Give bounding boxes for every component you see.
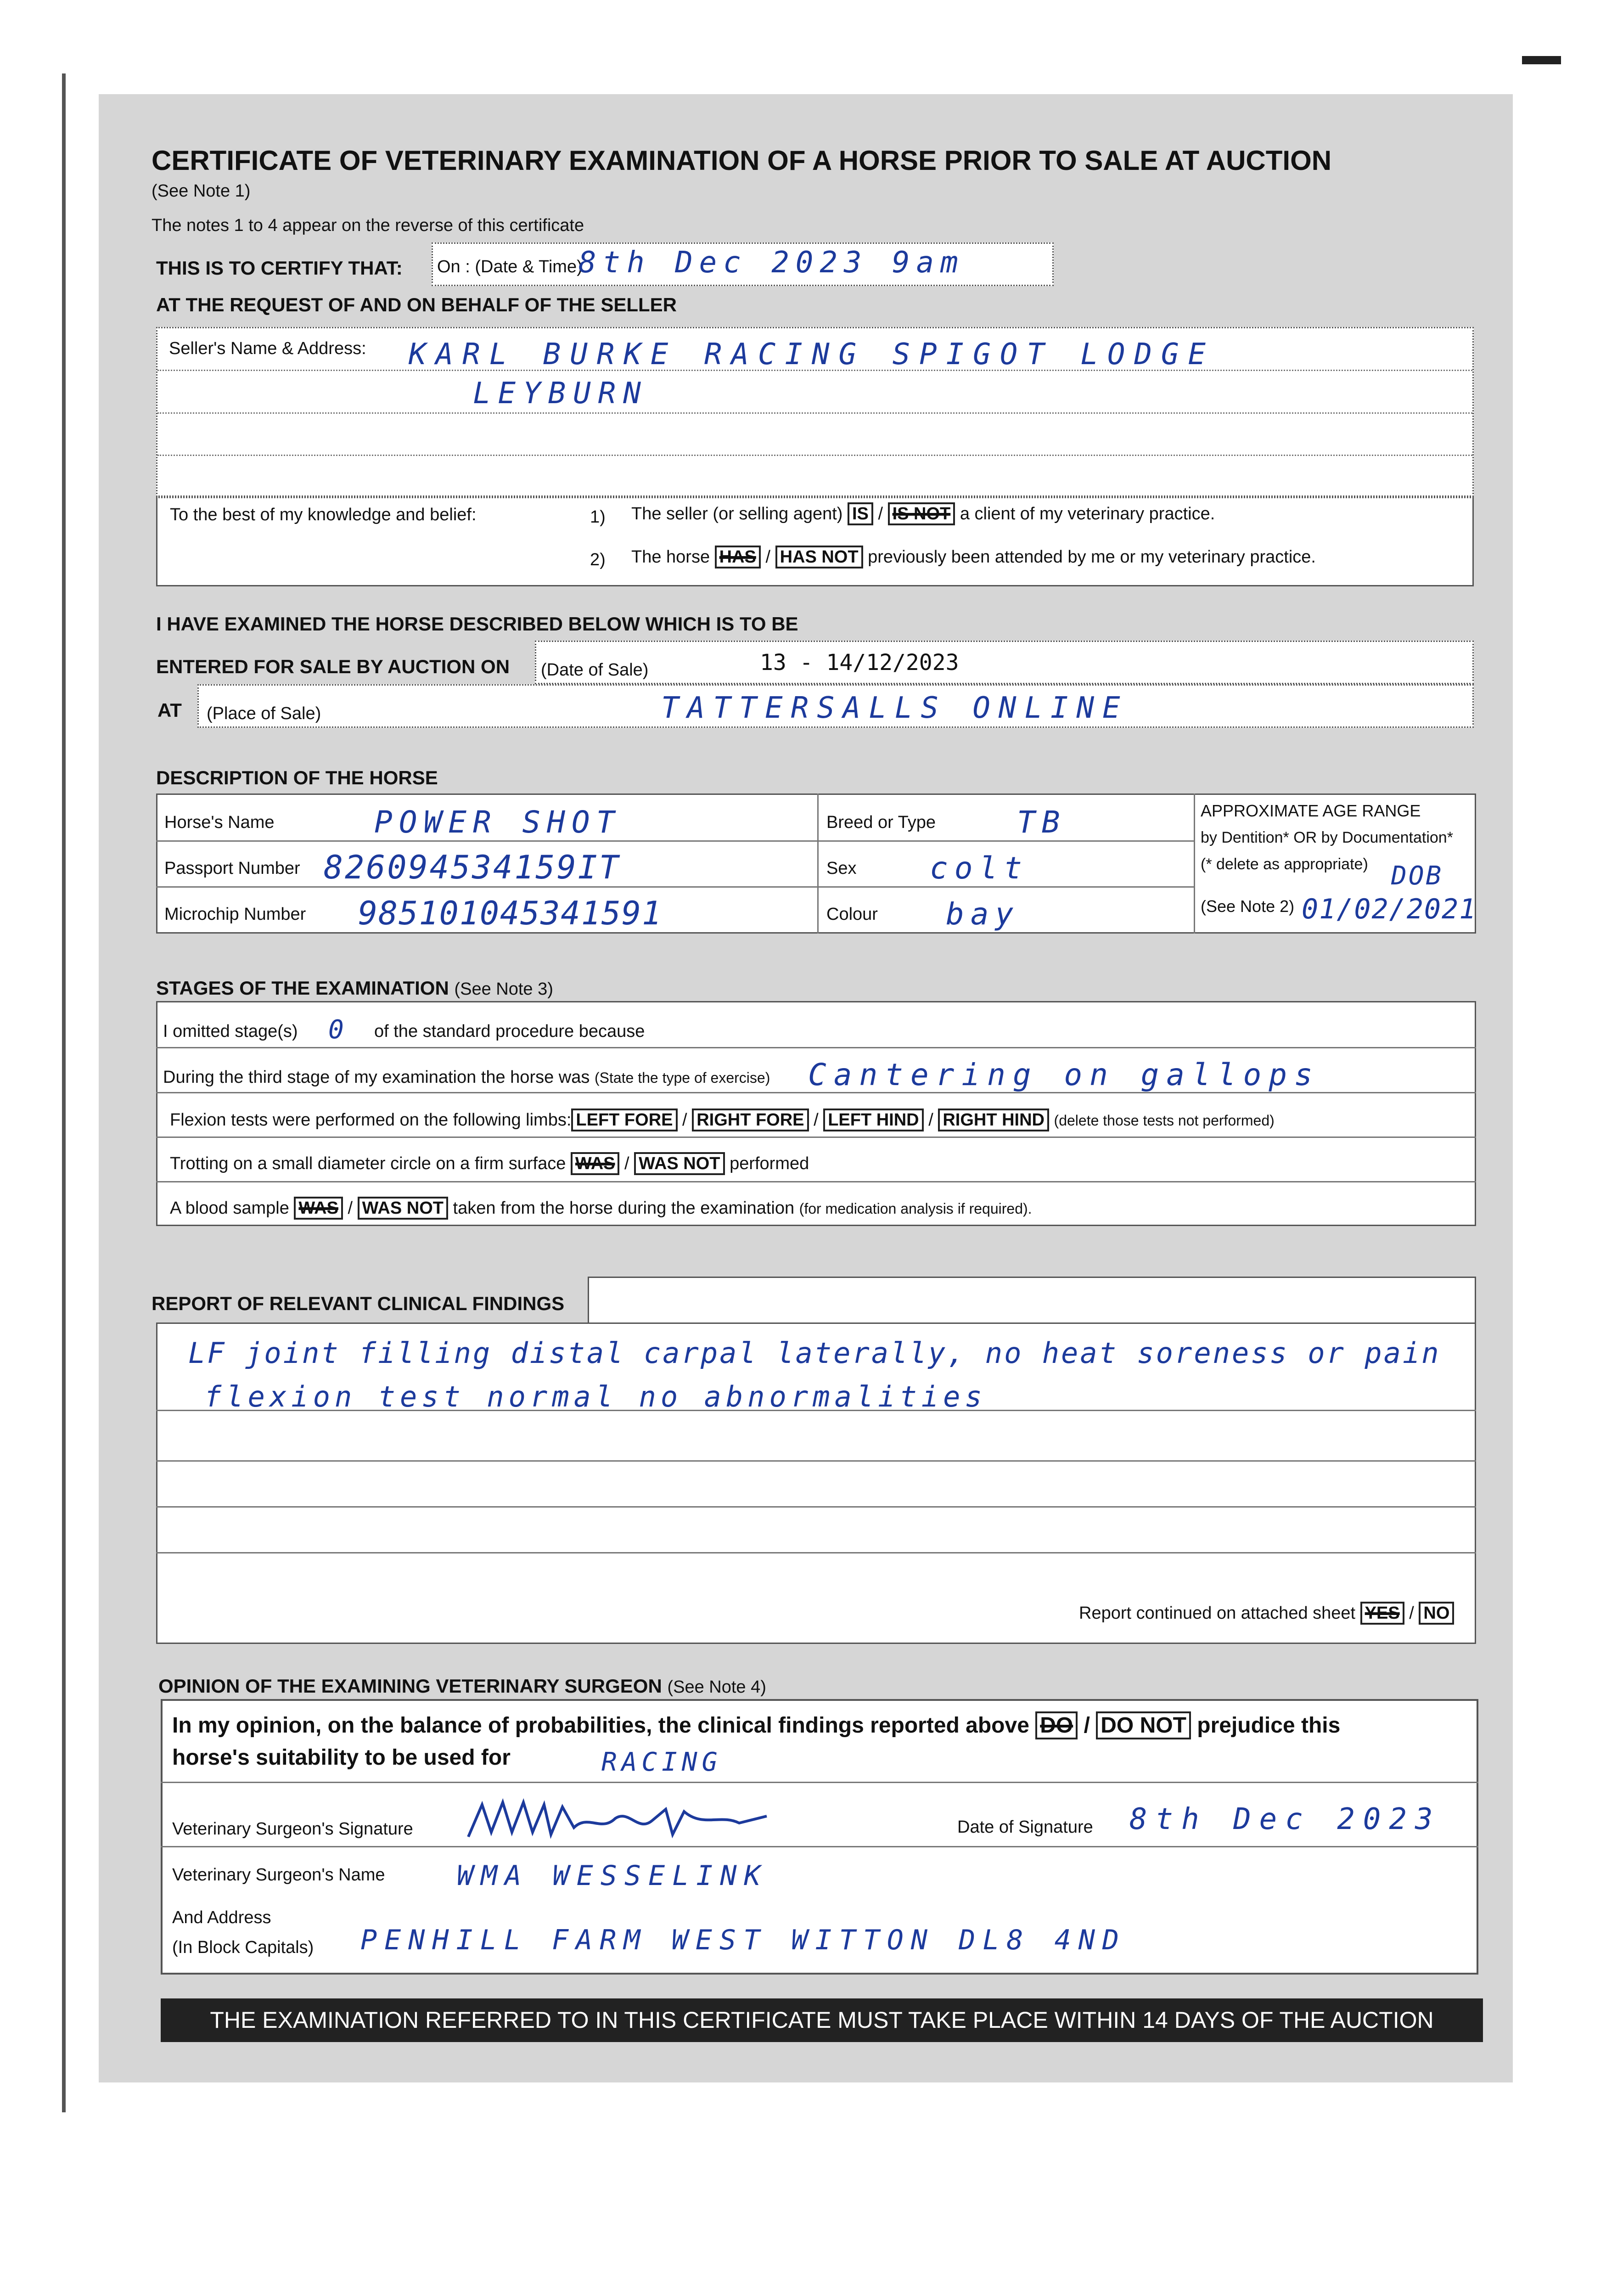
stages-heading-text: STAGES OF THE EXAMINATION bbox=[156, 977, 449, 999]
q2-number: 2) bbox=[590, 550, 606, 569]
flexion-right-hind[interactable]: RIGHT HIND bbox=[938, 1109, 1049, 1131]
q1-option-is[interactable]: IS bbox=[848, 502, 873, 525]
sex-label: Sex bbox=[826, 859, 857, 878]
opinion-option-do[interactable]: DO bbox=[1035, 1711, 1078, 1739]
stages-rule-4 bbox=[156, 1181, 1476, 1182]
trotting-option-was[interactable]: WAS bbox=[571, 1152, 620, 1175]
omitted-pre: I omitted stage(s) bbox=[163, 1022, 298, 1041]
see-note-1: (See Note 1) bbox=[152, 181, 251, 201]
flexion-left-hind[interactable]: LEFT HIND bbox=[823, 1109, 923, 1131]
breed-label: Breed or Type bbox=[826, 813, 936, 832]
stages-rule-3 bbox=[156, 1137, 1476, 1138]
report-option-yes[interactable]: YES bbox=[1360, 1602, 1404, 1625]
q2-pre: The horse bbox=[631, 547, 710, 567]
seller-rule-2 bbox=[157, 412, 1472, 414]
q2-option-has[interactable]: HAS bbox=[715, 546, 761, 568]
blood-pre: A blood sample bbox=[170, 1199, 289, 1218]
trotting-row: Trotting on a small diameter circle on a firm surface WAS / WAS NOT performed bbox=[170, 1154, 809, 1174]
place-of-sale-label: (Place of Sale) bbox=[207, 704, 321, 723]
date-of-sale-label: (Date of Sale) bbox=[541, 660, 649, 680]
date-of-sale-value: 13 - 14/12/2023 bbox=[760, 650, 959, 675]
age-range-see-note: (See Note 2) bbox=[1201, 897, 1295, 916]
notes-line: The notes 1 to 4 appear on the reverse of this certificate bbox=[152, 216, 584, 235]
seller-rule-3 bbox=[157, 455, 1472, 456]
page-edge-mark bbox=[1522, 56, 1561, 64]
date-of-signature-label: Date of Signature bbox=[957, 1818, 1093, 1837]
vet-name-label: Veterinary Surgeon's Name bbox=[172, 1865, 385, 1885]
blood-row: A blood sample WAS / WAS NOT taken from the horse during the examination (for medication analysis if required). bbox=[170, 1199, 1032, 1218]
sheet-shadow-edge bbox=[62, 73, 66, 2112]
vet-name-value: WMA WESSELINK bbox=[457, 1860, 768, 1892]
certify-label: THIS IS TO CERTIFY THAT: bbox=[156, 257, 403, 279]
age-range-heading: APPROXIMATE AGE RANGE bbox=[1201, 801, 1421, 820]
opinion-pre: In my opinion, on the balance of probabilities, the clinical findings reported above bbox=[172, 1713, 1029, 1738]
at-label: AT bbox=[157, 699, 182, 721]
flexion-note: (delete those tests not performed) bbox=[1054, 1112, 1275, 1129]
q2-question: The horse HAS / HAS NOT previously been attended by me or my veterinary practice. bbox=[631, 547, 1316, 567]
q2-post: previously been attended by me or my veterinary practice. bbox=[868, 547, 1316, 567]
request-label: AT THE REQUEST OF AND ON BEHALF OF THE SELLER bbox=[156, 294, 677, 315]
third-stage-label: During the third stage of my examination the horse was bbox=[163, 1068, 590, 1087]
stages-rule-1 bbox=[156, 1047, 1476, 1048]
blood-option-was[interactable]: WAS bbox=[294, 1197, 343, 1220]
passport-label: Passport Number bbox=[164, 859, 300, 878]
dob-value: 01/02/2021 bbox=[1302, 893, 1477, 925]
report-line-1: LF joint filling distal carpal laterally, no heat soreness or pain bbox=[188, 1336, 1441, 1370]
flexion-right-fore[interactable]: RIGHT FORE bbox=[692, 1109, 809, 1131]
horse-col-divider-1 bbox=[817, 793, 819, 934]
omitted-post: of the standard procedure because bbox=[374, 1022, 645, 1041]
address-value: PENHILL FARM WEST WITTON DL8 4ND bbox=[360, 1924, 1126, 1956]
stages-heading bbox=[156, 977, 553, 999]
omitted-value: 0 bbox=[328, 1015, 350, 1045]
passport-value: 826094534159IT bbox=[324, 849, 621, 886]
signature-label: Veterinary Surgeon's Signature bbox=[172, 1819, 413, 1839]
trotting-pre: Trotting on a small diameter circle on a firm surface bbox=[170, 1154, 566, 1173]
opinion-line-1: In my opinion, on the balance of probabilities, the clinical findings reported above DO / DO NOT prejudice this bbox=[172, 1713, 1340, 1738]
colour-value: bay bbox=[946, 896, 1020, 932]
horse-row-divider-2 bbox=[156, 886, 1194, 888]
horse-col-divider-2 bbox=[1194, 793, 1195, 934]
place-of-sale-value: TATTERSALLS ONLINE bbox=[661, 691, 1129, 725]
opinion-rule-2 bbox=[161, 1846, 1478, 1847]
blood-post: taken from the horse during the examination bbox=[453, 1199, 795, 1218]
colour-label: Colour bbox=[826, 905, 878, 924]
examined-line-1: I HAVE EXAMINED THE HORSE DESCRIBED BELOW WHICH IS TO BE bbox=[156, 613, 798, 635]
certificate-title: CERTIFICATE OF VETERINARY EXAMINATION OF A HORSE PRIOR TO SALE AT AUCTION bbox=[152, 145, 1332, 176]
opinion-line-2: horse's suitability to be used for bbox=[172, 1745, 511, 1770]
exam-date-label: On : (Date & Time) bbox=[437, 257, 583, 276]
q1-number: 1) bbox=[590, 507, 606, 527]
report-heading: REPORT OF RELEVANT CLINICAL FINDINGS bbox=[152, 1293, 565, 1314]
date-of-signature-value: 8th Dec 2023 bbox=[1129, 1802, 1441, 1836]
opinion-use-value: RACING bbox=[601, 1747, 722, 1777]
microchip-label: Microchip Number bbox=[164, 905, 306, 924]
horse-name-value: POWER SHOT bbox=[374, 805, 621, 840]
q1-option-is-not[interactable]: IS NOT bbox=[888, 502, 955, 525]
report-line-2: flexion test normal no abnormalities bbox=[204, 1380, 987, 1413]
opinion-heading-text: OPINION OF THE EXAMINING VETERINARY SURGEON bbox=[158, 1675, 662, 1697]
horse-row-divider-1 bbox=[156, 840, 1194, 842]
third-stage-hint: (State the type of exercise) bbox=[594, 1069, 770, 1086]
exam-date-value: 8th Dec 2023 9am bbox=[578, 246, 965, 280]
knowledge-label: To the best of my knowledge and belief: bbox=[170, 505, 477, 524]
examined-line-2: ENTERED FOR SALE BY AUCTION ON bbox=[156, 656, 510, 677]
report-heading-box bbox=[588, 1277, 1476, 1322]
age-range-delete-note: (* delete as appropriate) bbox=[1201, 855, 1368, 873]
q1-post: a client of my veterinary practice. bbox=[960, 504, 1215, 523]
opinion-heading-note: (See Note 4) bbox=[667, 1677, 766, 1697]
opinion-heading bbox=[158, 1675, 766, 1697]
address-label-2: (In Block Capitals) bbox=[172, 1938, 314, 1957]
breed-value: TB bbox=[1017, 805, 1067, 840]
age-range-by: by Dentition* OR by Documentation* bbox=[1201, 829, 1453, 846]
report-continued: Report continued on attached sheet YES / NO bbox=[1079, 1604, 1454, 1623]
report-continued-label: Report continued on attached sheet bbox=[1079, 1604, 1356, 1623]
q1-pre: The seller (or selling agent) bbox=[631, 504, 843, 523]
description-heading: DESCRIPTION OF THE HORSE bbox=[156, 767, 438, 788]
third-stage-question bbox=[163, 1068, 770, 1087]
q1-question: The seller (or selling agent) IS / IS NOT a client of my veterinary practice. bbox=[631, 504, 1215, 524]
dob-label: DOB bbox=[1391, 861, 1443, 891]
seller-line-2: LEYBURN bbox=[473, 377, 648, 411]
flexion-left-fore[interactable]: LEFT FORE bbox=[571, 1109, 677, 1131]
microchip-value: 985101045341591 bbox=[358, 895, 663, 932]
address-label-1: And Address bbox=[172, 1908, 271, 1927]
signature-scribble bbox=[464, 1795, 776, 1846]
seller-line-1: KARL BURKE RACING SPIGOT LODGE bbox=[409, 338, 1215, 371]
report-rule-4 bbox=[156, 1552, 1476, 1553]
examination-deadline-banner: THE EXAMINATION REFERRED TO IN THIS CERTIFICATE MUST TAKE PLACE WITHIN 14 DAYS OF THE AUCTION bbox=[161, 1998, 1483, 2042]
report-rule-3 bbox=[156, 1506, 1476, 1508]
report-rule-2 bbox=[156, 1460, 1476, 1462]
opinion-post: prejudice this bbox=[1197, 1713, 1341, 1738]
q2-option-has-not[interactable]: HAS NOT bbox=[775, 546, 863, 568]
date-of-sale-field[interactable] bbox=[535, 641, 1474, 684]
third-stage-value: Cantering on gallops bbox=[808, 1057, 1320, 1092]
report-box[interactable] bbox=[156, 1322, 1476, 1644]
seller-label: Seller's Name & Address: bbox=[169, 339, 366, 358]
stages-heading-note: (See Note 3) bbox=[454, 979, 553, 999]
blood-option-was-not[interactable]: WAS NOT bbox=[358, 1197, 448, 1220]
sex-value: colt bbox=[930, 850, 1028, 886]
flexion-label: Flexion tests were performed on the following limbs: bbox=[170, 1110, 572, 1130]
opinion-rule-1 bbox=[161, 1782, 1478, 1783]
opinion-option-do-not[interactable]: DO NOT bbox=[1096, 1711, 1191, 1739]
flexion-row: Flexion tests were performed on the following limbs: LEFT FORE / RIGHT FORE / LEFT HIND / RIGHT HIND (delete those tests not performed) bbox=[170, 1110, 1275, 1130]
report-option-no[interactable]: NO bbox=[1419, 1602, 1454, 1625]
trotting-post: performed bbox=[730, 1154, 809, 1173]
horse-name-label: Horse's Name bbox=[164, 813, 275, 832]
trotting-option-was-not[interactable]: WAS NOT bbox=[634, 1152, 724, 1175]
blood-note: (for medication analysis if required). bbox=[799, 1200, 1032, 1217]
